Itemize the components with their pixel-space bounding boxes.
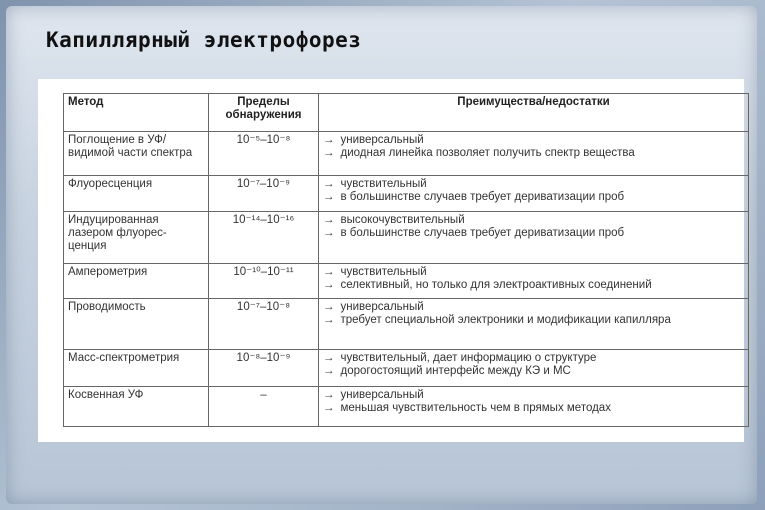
note-text: универсальный: [340, 134, 424, 146]
note-line: [323, 365, 744, 378]
note-text: универсальный: [340, 301, 424, 313]
limits-cell: –: [209, 387, 319, 427]
arrow-icon: →: [323, 389, 335, 401]
notes-cell: [319, 132, 749, 176]
table-row: [64, 212, 749, 264]
note-text: чувствительный: [340, 178, 427, 190]
table-image: [38, 79, 744, 442]
note-text: меньшая чувствительность чем в прямых методах: [340, 402, 611, 414]
method-cell: Проводимость: [64, 299, 209, 350]
table-row: [64, 387, 749, 427]
note-text: требует специальной электроники и модификации капилляра: [340, 314, 671, 326]
table-row: [64, 299, 749, 350]
table-row: [64, 264, 749, 299]
arrow-icon: →: [323, 147, 335, 159]
arrow-icon: →: [323, 134, 335, 146]
table-row: [64, 132, 749, 176]
arrow-icon: →: [323, 314, 335, 326]
detection-methods-table: [63, 93, 749, 427]
note-line: [323, 214, 744, 227]
notes-cell: [319, 350, 749, 387]
arrow-icon: →: [323, 178, 335, 190]
note-line: [323, 134, 744, 147]
limits-cell: 10⁻⁸–10⁻⁹: [209, 350, 319, 387]
note-text: диодная линейка позволяет получить спектр вещества: [340, 147, 635, 159]
note-text: селективный, но только для электроактивных соединений: [340, 279, 652, 291]
arrow-icon: →: [323, 227, 335, 239]
method-cell: Индуцированная лазером флуорес- ценция: [64, 212, 209, 264]
arrow-icon: →: [323, 365, 335, 377]
notes-cell: [319, 264, 749, 299]
note-line: [323, 352, 744, 365]
table-header-row: [64, 94, 749, 132]
note-line: [323, 314, 744, 327]
slide-frame: [6, 6, 757, 504]
method-cell: Поглощение в УФ/видимой части спектра: [64, 132, 209, 176]
note-text: в большинстве случаев требует дериватизации проб: [340, 227, 625, 239]
arrow-icon: →: [323, 402, 335, 414]
method-cell: Косвенная УФ: [64, 387, 209, 427]
note-line: [323, 301, 744, 314]
note-line: [323, 147, 744, 160]
header-pros-cons: Преимущества/недостатки: [319, 94, 749, 132]
method-cell: Масс-спектрометрия: [64, 350, 209, 387]
note-line: [323, 279, 744, 292]
note-text: чувствительный: [340, 266, 427, 278]
method-cell: Флуоресценция: [64, 176, 209, 212]
limits-cell: 10⁻¹⁴–10⁻¹⁶: [209, 212, 319, 264]
note-line: [323, 389, 744, 402]
note-text: дорогостоящий интерфейс между КЭ и МС: [340, 365, 571, 377]
arrow-icon: →: [323, 191, 335, 203]
limits-cell: 10⁻⁵–10⁻⁸: [209, 132, 319, 176]
method-cell: Амперометрия: [64, 264, 209, 299]
limits-cell: 10⁻⁷–10⁻⁹: [209, 176, 319, 212]
limits-cell: 10⁻¹⁰–10⁻¹¹: [209, 264, 319, 299]
note-line: [323, 191, 744, 204]
arrow-icon: →: [323, 266, 335, 278]
notes-cell: [319, 299, 749, 350]
header-method: Метод: [64, 94, 209, 132]
note-line: [323, 178, 744, 191]
note-line: [323, 227, 744, 240]
note-line: [323, 402, 744, 415]
note-line: [323, 266, 744, 279]
note-text: чувствительный, дает информацию о структуре: [340, 352, 597, 364]
slide-title: Капиллярный электрофорез: [46, 28, 362, 52]
note-text: высокочувствительный: [340, 214, 465, 226]
arrow-icon: →: [323, 279, 335, 291]
notes-cell: [319, 212, 749, 264]
arrow-icon: →: [323, 352, 335, 364]
table-row: [64, 350, 749, 387]
header-limits: Пределы обнаружения: [209, 94, 319, 132]
table-row: [64, 176, 749, 212]
note-text: универсальный: [340, 389, 424, 401]
arrow-icon: →: [323, 214, 335, 226]
arrow-icon: →: [323, 301, 335, 313]
notes-cell: [319, 176, 749, 212]
limits-cell: 10⁻⁷–10⁻⁸: [209, 299, 319, 350]
note-text: в большинстве случаев требует дериватизации проб: [340, 191, 625, 203]
notes-cell: [319, 387, 749, 427]
